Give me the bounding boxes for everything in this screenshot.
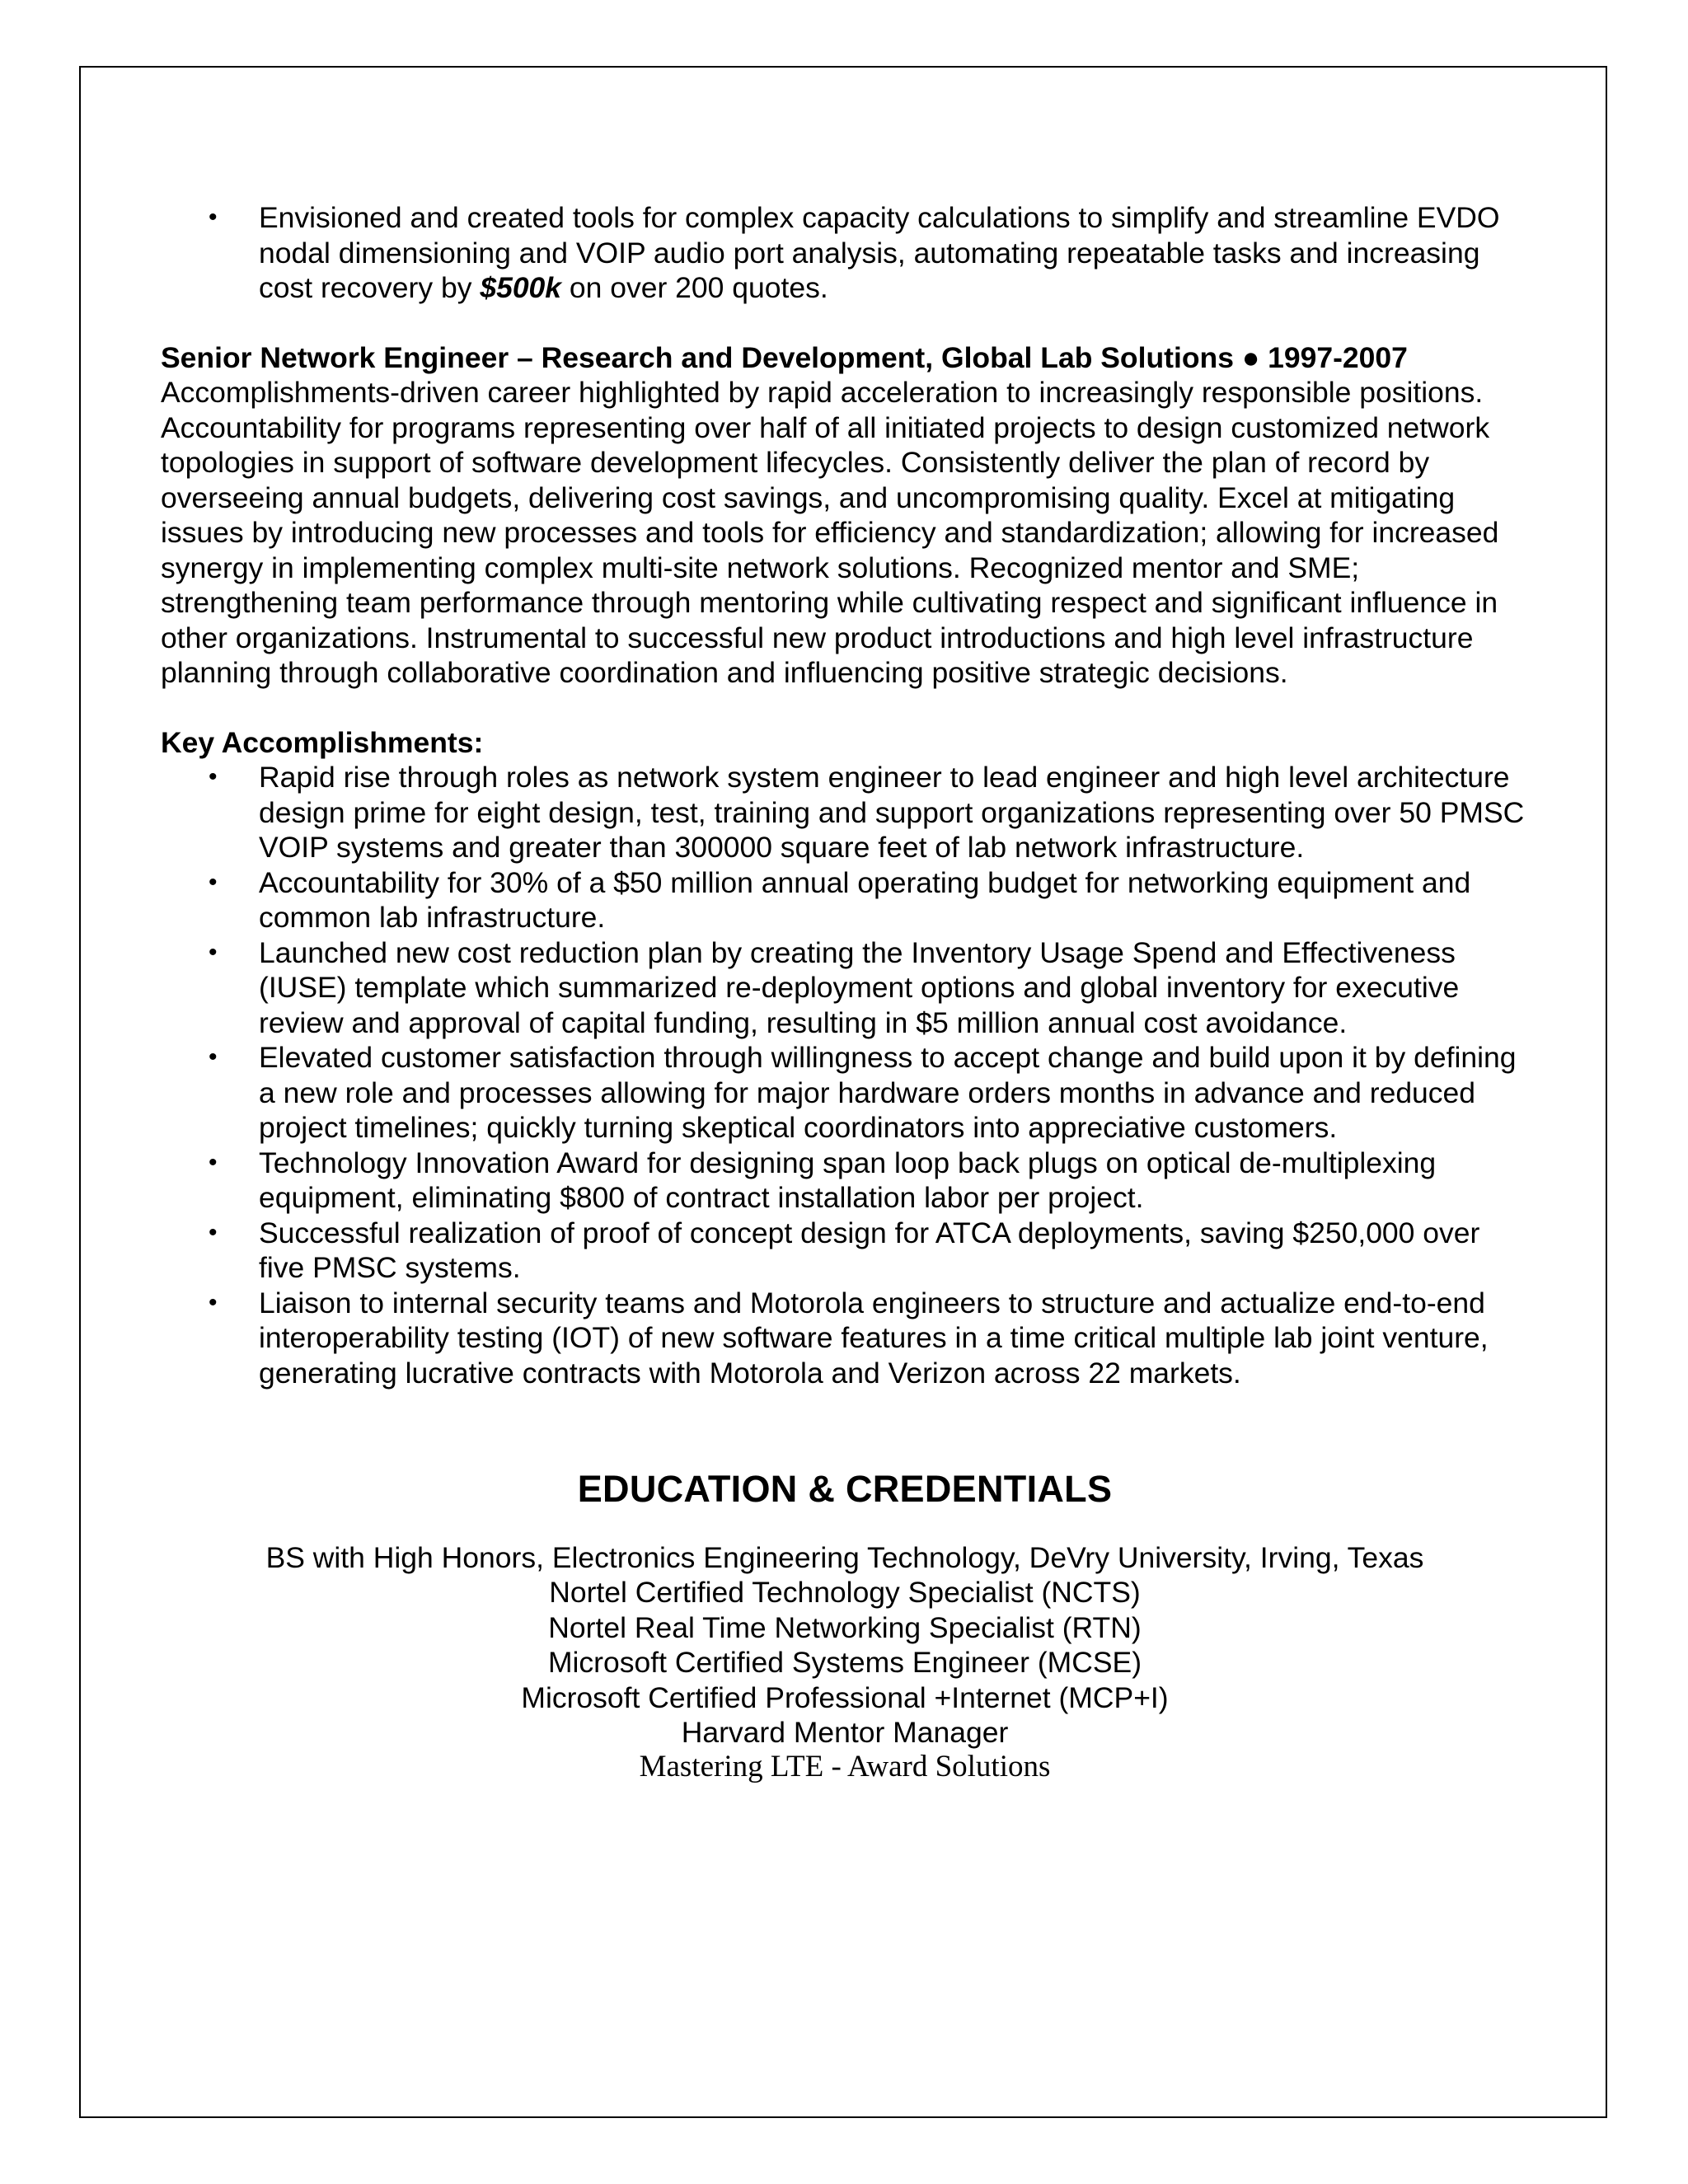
accomplishment-text: Accountability for 30% of a $50 million annual operating budget for networking equipment and common lab infrastructure. [259,865,1471,934]
bullet-icon: • [209,1218,218,1246]
list-item [161,1040,1529,1146]
job-summary: Accomplishments-driven career highlighted by rapid acceleration to increasingly responsible positions. Accountability for programs representing over half of all initiated projects to design customized network topologies in support of software development lifecycles. Consistently deliver the plan of record by overseeing annual budgets, delivering cost savings, and uncompromising quality. Excel at mitigating issues by introducing new processes and tools for efficiency and standardization; allowing for increased synergy in implementing complex multi-site network solutions. Recognized mentor and SME; strengthening team performance through mentoring while cultivating respect and significant influence in other organizations. Instrumental to successful new product introductions and high level infrastructure planning through collaborative coordination and influencing positive strategic decisions. [161,376,1499,689]
accomplishments-heading: Key Accomplishments: [161,725,484,759]
bullet-icon: • [209,763,218,790]
credential-line: Nortel Certified Technology Specialist (NCTS) [549,1576,1141,1610]
accomplishment-text: Elevated customer satisfaction through willingness to accept change and build upon it by defining a new role and processes allowing for major hardware orders months in advance and reduced project timelines; quickly turning skeptical coordinators into appreciative customers. [259,1041,1517,1144]
bullet-icon: • [209,868,218,896]
credential-line: Microsoft Certified Professional +Internet (MCP+I) [521,1680,1169,1714]
credential-line: Microsoft Certified Systems Engineer (MCSE) [547,1646,1142,1680]
bullet-icon: • [209,1148,218,1176]
top-bullet-text-before: Envisioned and created tools for complex capacity calculations to simplify and streamline EVDO nodal dimensioning and VOIP audio port analysis, automating repeatable tasks and increasing cost recovery by [259,201,1500,304]
credentials-list [161,1540,1529,1785]
list-item [161,865,1529,935]
accomplishment-text: Technology Innovation Award for designing span loop back plugs on optical de-multiplexing equipment, eliminating $800 of contract installation labor per project. [259,1146,1437,1214]
bullet-icon: • [209,1043,218,1071]
list-item [161,1286,1529,1391]
accomplishment-text: Launched new cost reduction plan by creating the Inventory Usage Spend and Effectiveness (IUSE) template which summarized re-deployment options and global inventory for executive review and approval of capital funding, resulting in $5 million annual cost avoidance. [259,935,1460,1039]
accomplishment-text: Rapid rise through roles as network system engineer to lead engineer and high level architecture design prime for eight design, test, training and support organizations representing over 50 PMSC VOIP systems and greater than 300000 square feet of lab network infrastructure. [259,761,1525,864]
credential-line: Nortel Real Time Networking Specialist (RTN) [548,1610,1142,1644]
credential-line: Harvard Mentor Manager [681,1716,1009,1750]
resume-page-content [161,200,1529,1785]
top-bullet-emphasis: $500k [480,271,562,304]
top-bullet-text-after: on over 200 quotes. [561,271,828,304]
credential-line: Mastering LTE - Award Solutions [639,1750,1051,1784]
accomplishment-text: Successful realization of proof of concept design for ATCA deployments, saving $250,000 over five PMSC systems. [259,1216,1480,1284]
list-item [161,200,1529,306]
list-item [161,935,1529,1041]
accomplishment-text: Liaison to internal security teams and Motorola engineers to structure and actualize end-to-end interoperability testing (IOT) of new software features in a time critical multiple lab joint venture, generating lucrative contracts with Motorola and Verizon across 22 markets. [259,1286,1489,1390]
bullet-icon: • [209,1288,218,1316]
education-heading: EDUCATION & CREDENTIALS [577,1468,1113,1510]
bullet-icon: • [209,204,218,231]
job-title: Senior Network Engineer – Research and Development, Global Lab Solutions ● 1997-2007 [161,340,1408,374]
top-bullet-list [161,200,1529,306]
list-item [161,1216,1529,1286]
list-item [161,1146,1529,1216]
list-item [161,760,1529,865]
accomplishments-list [161,760,1529,1390]
bullet-icon: • [209,938,218,966]
spacer [161,306,1529,340]
credential-line: BS with High Honors, Electronics Engineering Technology, DeVry University, Irving, Texas [265,1541,1424,1574]
